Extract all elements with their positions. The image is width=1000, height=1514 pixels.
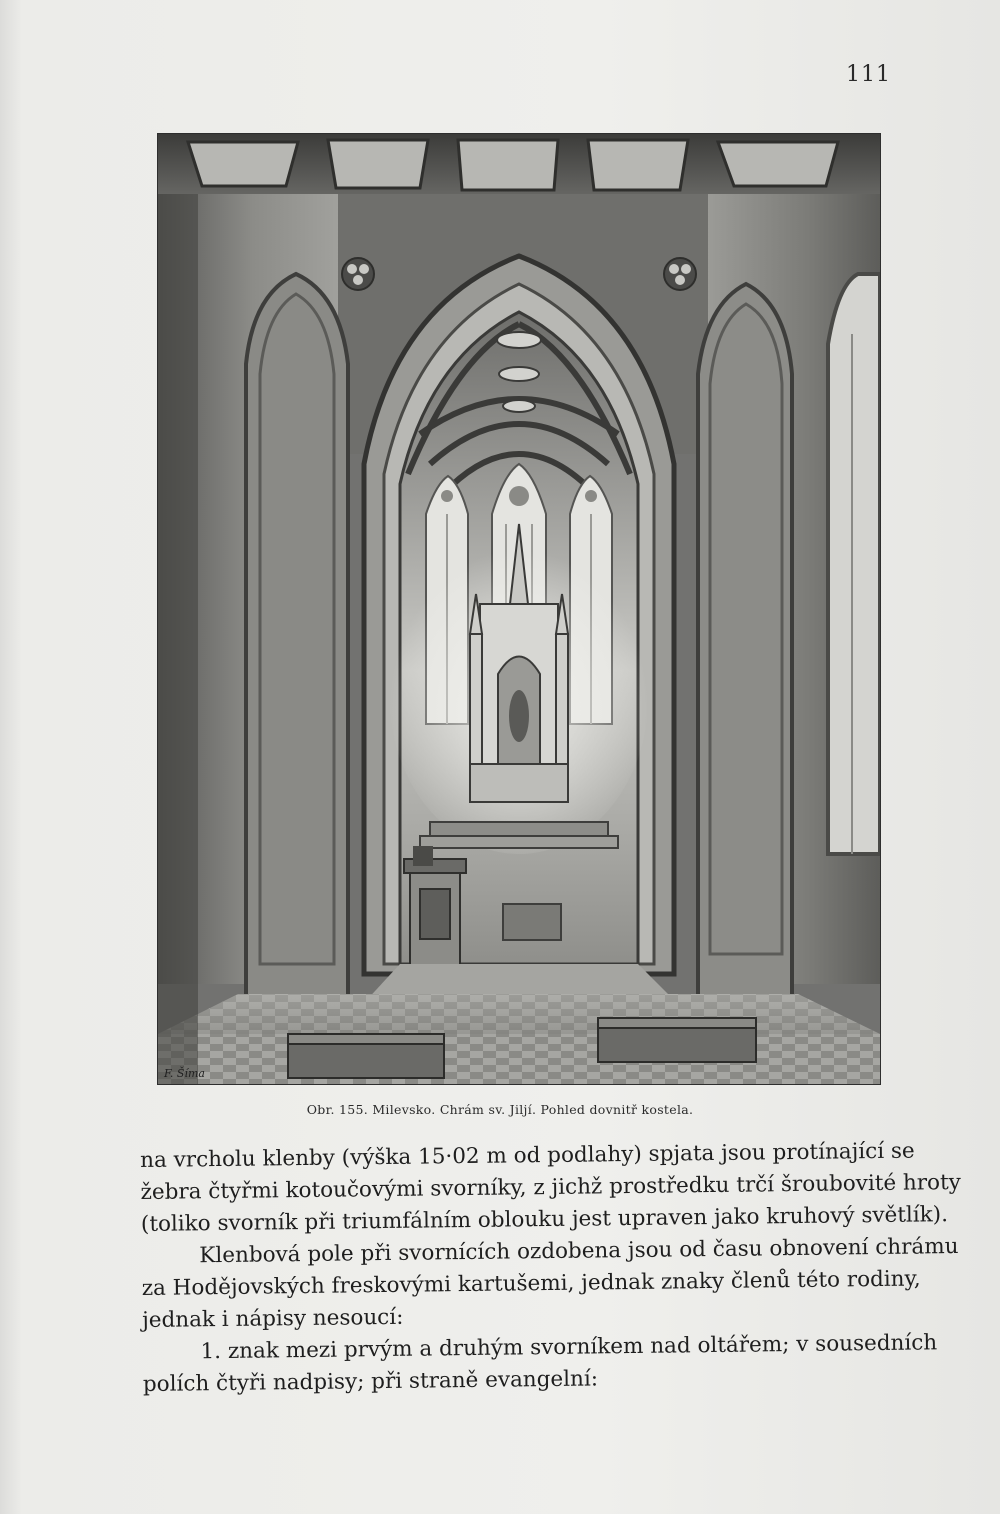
text-line: 1. znak mezi prvým a druhým svorníkem nad oltářem; v sousedních <box>200 1330 938 1365</box>
body-text <box>140 1136 961 1401</box>
text-line: polích čtyři nadpisy; při straně evangelní: <box>142 1366 599 1397</box>
text-line: Klenbová pole při svornících ozdobena jsou od času obnovení chrámu <box>199 1234 959 1269</box>
page-number: 111 <box>846 62 891 87</box>
text-line: za Hodějovských freskovými kartušemi, jednak znaky členů této rodiny, <box>141 1266 921 1301</box>
text-line: (toliko svorník při triumfálním oblouku jest upraven jako kruhový světlík). <box>140 1202 949 1237</box>
photographer-signature: F. Šíma <box>164 1067 205 1080</box>
figure-caption: Obr. 155. Milevsko. Chrám sv. Jiljí. Pohled dovnitř kostela. <box>306 1102 694 1117</box>
text-line: na vrcholu klenby (výška 15·02 m od podlahy) spjata jsou protínající se <box>140 1138 915 1173</box>
text-line: jednak i nápisy nesoucí: <box>141 1304 404 1333</box>
church-interior-photo <box>158 134 880 1084</box>
text-line: žebra čtyřmi kotoučovými svorníky, z jichž prostředku trčí šroubovité hroty <box>140 1169 961 1205</box>
